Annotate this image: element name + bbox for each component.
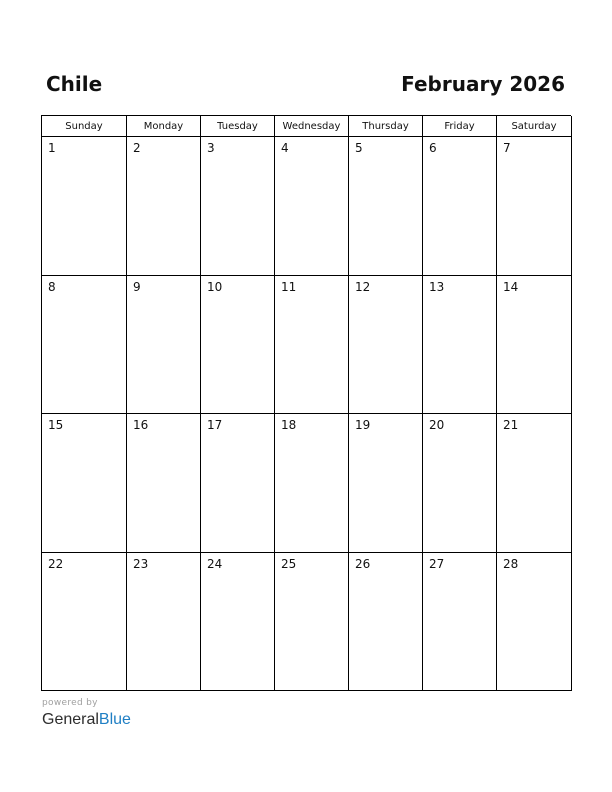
day-cell [497, 276, 572, 414]
day-number: 17 [207, 418, 223, 432]
day-cell [201, 137, 275, 276]
footer-branding [42, 697, 131, 730]
day-cell [201, 276, 275, 414]
day-cell [349, 137, 423, 276]
day-number: 26 [355, 557, 371, 571]
powered-by-text: powered by [42, 698, 98, 708]
day-cell [423, 414, 497, 553]
day-number: 7 [503, 141, 511, 155]
day-cell [497, 553, 572, 691]
day-cell [127, 137, 201, 276]
day-number: 16 [133, 418, 149, 432]
calendar-grid [41, 115, 571, 691]
day-number: 4 [281, 141, 289, 155]
day-cell [42, 137, 127, 276]
day-number: 25 [281, 557, 297, 571]
day-cell [423, 276, 497, 414]
calendar-title-country: Chile [46, 72, 103, 96]
day-number: 9 [133, 280, 141, 294]
day-number: 24 [207, 557, 223, 571]
day-cell [42, 276, 127, 414]
day-cell [349, 414, 423, 553]
day-number: 22 [48, 557, 64, 571]
day-number: 19 [355, 418, 371, 432]
day-number: 12 [355, 280, 371, 294]
day-number: 1 [48, 141, 56, 155]
day-cell [349, 276, 423, 414]
weekday-header: Monday [127, 116, 201, 137]
day-cell [423, 137, 497, 276]
weekday-header: Saturday [497, 116, 572, 137]
calendar-title-month: February 2026 [401, 72, 565, 96]
day-cell [423, 553, 497, 691]
day-cell [497, 137, 572, 276]
day-number: 20 [429, 418, 445, 432]
day-cell [201, 553, 275, 691]
calendar-weeks [42, 137, 571, 691]
day-number: 14 [503, 280, 519, 294]
day-cell [42, 553, 127, 691]
generalblue-logo[interactable] [42, 710, 131, 730]
day-number: 21 [503, 418, 519, 432]
day-cell [127, 414, 201, 553]
weekday-header: Friday [423, 116, 497, 137]
day-cell [349, 553, 423, 691]
day-cell [497, 414, 572, 553]
day-number: 11 [281, 280, 297, 294]
day-number: 8 [48, 280, 56, 294]
weekday-header: Tuesday [201, 116, 275, 137]
day-cell [201, 414, 275, 553]
day-cell [127, 276, 201, 414]
brand-general-text: General [42, 711, 99, 728]
day-number: 23 [133, 557, 149, 571]
day-cell [275, 414, 349, 553]
weekday-header: Sunday [42, 116, 127, 137]
day-cell [42, 414, 127, 553]
day-number: 18 [281, 418, 297, 432]
day-number: 6 [429, 141, 437, 155]
weekday-header-row [42, 116, 571, 137]
day-number: 13 [429, 280, 445, 294]
day-cell [275, 276, 349, 414]
day-number: 2 [133, 141, 141, 155]
brand-blue-text: Blue [98, 711, 131, 728]
day-number: 15 [48, 418, 64, 432]
day-number: 10 [207, 280, 223, 294]
weekday-header: Wednesday [275, 116, 349, 137]
day-cell [275, 137, 349, 276]
day-cell [275, 553, 349, 691]
day-number: 3 [207, 141, 215, 155]
day-number: 27 [429, 557, 445, 571]
day-number: 5 [355, 141, 363, 155]
weekday-header: Thursday [349, 116, 423, 137]
day-cell [127, 553, 201, 691]
day-number: 28 [503, 557, 519, 571]
